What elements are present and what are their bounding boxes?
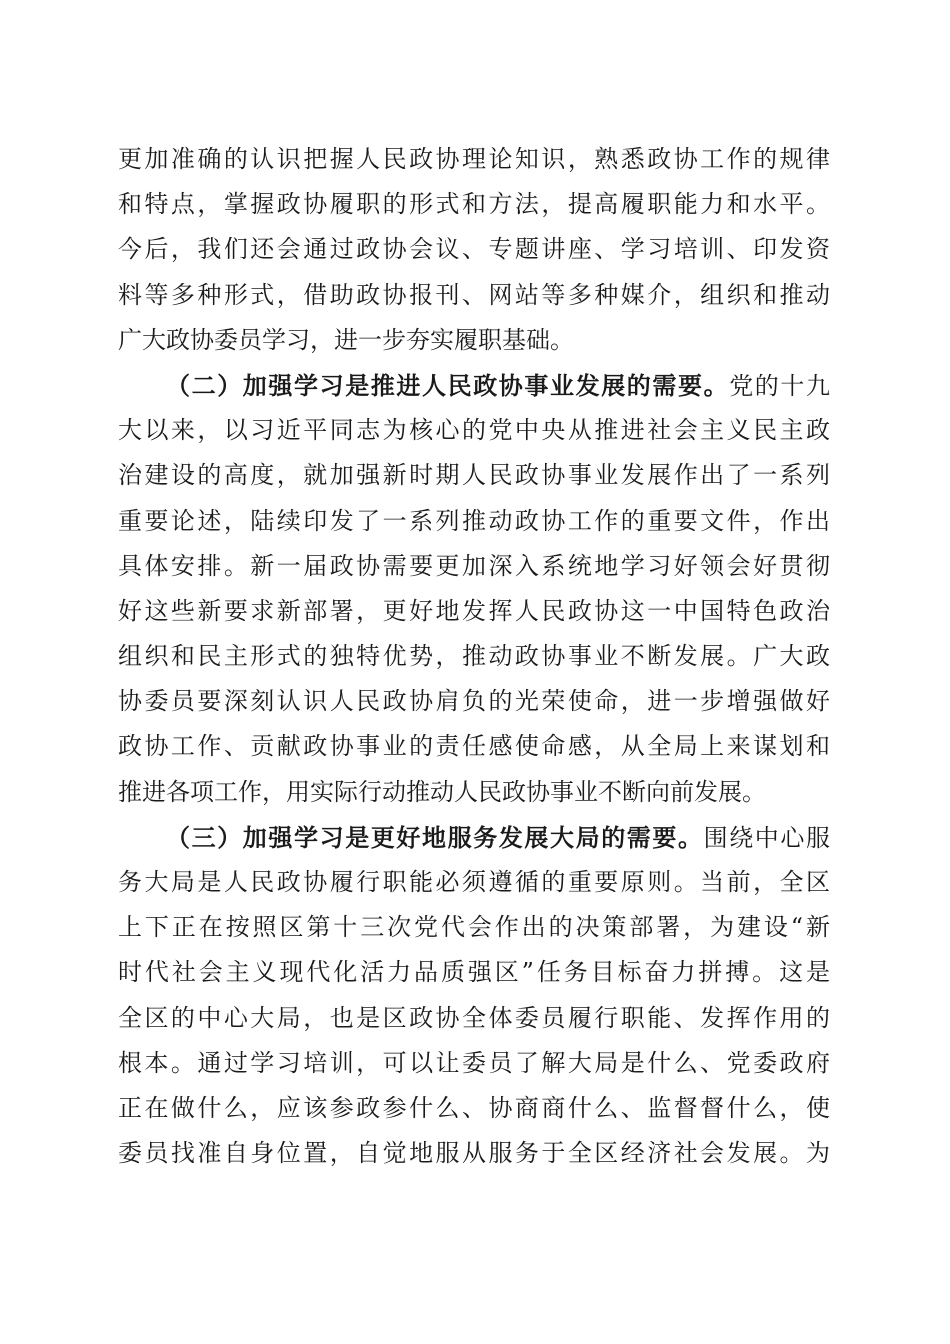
paragraph-line: 根本。通过学习培训，可以让委员了解大局是什么、党委政府	[118, 1048, 830, 1077]
paragraph-line-text: 围绕中心服	[703, 823, 830, 852]
paragraph-line: 料等多种形式，借助政协报刊、网站等多种媒介，组织和推动	[118, 280, 830, 309]
paragraph-line: 大以来，以习近平同志为核心的党中央从推进社会主义民主政	[118, 416, 830, 445]
paragraph-line: 今后，我们还会通过政协会议、专题讲座、学习培训、印发资	[118, 235, 830, 264]
paragraph-3	[118, 815, 830, 1177]
paragraph-line: 委员找准自身位置，自觉地服从服务于全区经济社会发展。为	[118, 1139, 830, 1168]
paragraph-line: 正在做什么，应该参政参什么、协商商什么、监督督什么，使	[118, 1093, 830, 1122]
paragraph-line: 具体安排。新一届政协需要更加深入系统地学习好领会好贯彻	[118, 551, 830, 580]
paragraph-line: 好这些新要求新部署，更好地发挥人民政协这一中国特色政治	[118, 596, 830, 625]
paragraph-line: 上下正在按照区第十三次党代会作出的决策部署，为建设“新	[118, 913, 830, 942]
paragraph-line: 推进各项工作，用实际行动推动人民政协事业不断向前发展。	[118, 777, 766, 806]
paragraph-line: 政协工作、贡献政协事业的责任感使命感，从全局上来谋划和	[118, 732, 830, 761]
paragraph-1	[118, 137, 830, 363]
paragraph-first-line	[118, 815, 830, 860]
paragraph-line-text: 党的十九	[729, 371, 830, 400]
paragraph-line: 务大局是人民政协履行职能必须遵循的重要原则。当前，全区	[118, 868, 830, 896]
paragraph-line: 时代社会主义现代化活力品质强区”任务目标奋力拼搏。这是	[118, 958, 830, 987]
paragraph-line: 和特点，掌握政协履职的形式和方法，提高履职能力和水平。	[118, 190, 830, 219]
paragraph-line: 协委员要深刻认识人民政协肩负的光荣使命，进一步增强做好	[118, 687, 830, 716]
paragraph-first-line	[118, 363, 830, 408]
section-heading: （二）加强学习是推进人民政协事业发展的需要。	[166, 370, 730, 400]
paragraph-line: 治建设的高度，就加强新时期人民政协事业发展作出了一系列	[118, 461, 830, 490]
paragraph-2	[118, 363, 830, 815]
paragraph-line: 更加准确的认识把握人民政协理论知识，熟悉政协工作的规律	[118, 145, 830, 173]
paragraph-line: 重要论述，陆续印发了一系列推动政协工作的重要文件，作出	[118, 506, 830, 535]
paragraph-line: 广大政协委员学习，进一步夯实履职基础。	[118, 325, 574, 354]
paragraph-line: 全区的中心大局，也是区政协全体委员履行职能、发挥作用的	[118, 1003, 830, 1032]
section-heading: （三）加强学习是更好地服务发展大局的需要。	[166, 822, 704, 852]
document-body	[118, 137, 830, 1176]
paragraph-line: 组织和民主形式的独特优势，推动政协事业不断发展。广大政	[118, 642, 830, 671]
